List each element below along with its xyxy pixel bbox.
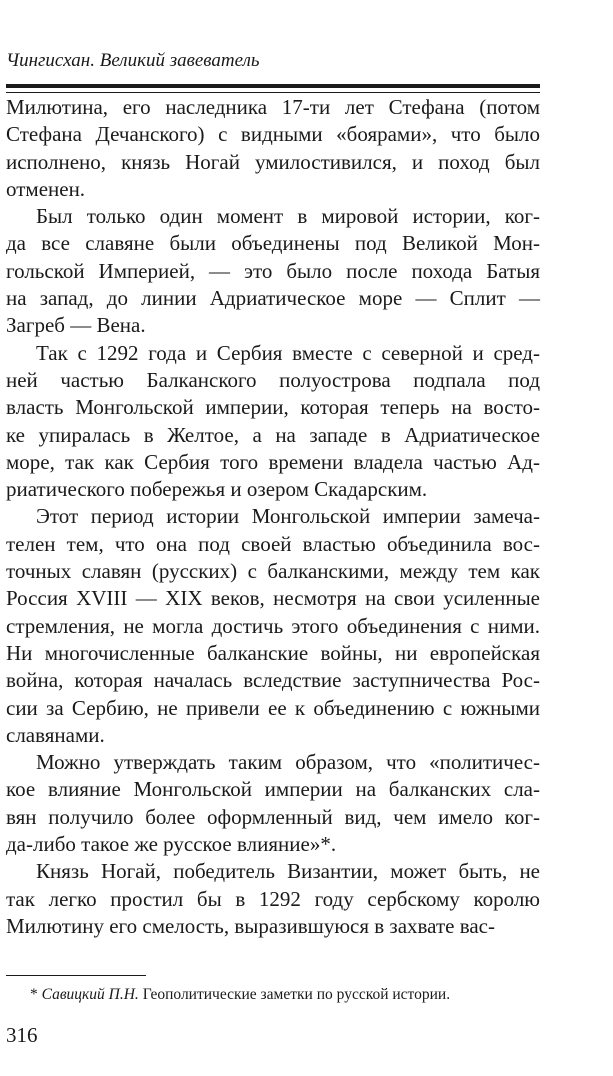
footnote-rule: [6, 975, 146, 976]
header-rule-thin: [6, 92, 540, 93]
page-number: 316: [6, 1023, 38, 1047]
text-line: война, которая началась вследствие заступничества Рос-: [6, 668, 540, 693]
header-rule-thick: [6, 84, 540, 88]
text-line: Стефана Дечанского) с видными «боярами», что было: [6, 122, 540, 147]
text-line: Ни многочисленные балканские войны, ни европейская: [6, 640, 540, 665]
text-line: ней частью Балканского полуострова подпала под: [6, 367, 540, 392]
text-line: да все славяне были объединены под Великой Мон-: [6, 231, 540, 256]
text-line: исполнено, князь Ногай умилостивился, и поход был: [6, 149, 540, 174]
text-line: Милютину его смелость, выразившуюся в захвате вас-: [6, 913, 495, 938]
footnote-marker: *: [30, 986, 38, 1003]
text-line: гольской Империей, — это было после похода Батыя: [6, 258, 540, 283]
text-line: Загреб — Вена.: [6, 313, 146, 338]
text-line: Князь Ногай, победитель Византии, может быть, не: [36, 859, 540, 884]
text-line: Этот период истории Монгольской империи замеча-: [36, 504, 540, 529]
text-line: море, так как Сербия того времени владела частью Ад-: [6, 449, 540, 474]
footnote: [30, 985, 450, 1005]
paragraph: [6, 340, 540, 504]
text-line: власть Монгольской империи, которая теперь на восто-: [6, 395, 540, 420]
text-line: отменен.: [6, 176, 86, 201]
text-line: Так с 1292 года и Сербия вместе с северной и сред-: [36, 340, 540, 365]
text-line: телен тем, что она под своей властью объединила вос-: [6, 531, 540, 556]
text-line: так легко простил бы в 1292 году сербскому королю: [6, 886, 540, 911]
text-line: сии за Сербию, не привели ее к объединению с южными: [6, 695, 540, 720]
text-line: кое влияние Монгольской империи на балканских сла-: [6, 777, 540, 802]
text-line: Был только один момент в мировой истории, ког-: [36, 204, 540, 229]
text-line: да-либо такое же русское влияние»*.: [6, 832, 337, 857]
paragraph: [6, 503, 540, 749]
text-line: точных славян (русских) с балканскими, между тем как: [6, 559, 540, 584]
body-text: [6, 94, 540, 940]
text-line: славянами.: [6, 722, 105, 747]
paragraph: [6, 858, 540, 940]
text-line: вян получило более оформленный вид, чем имело ког-: [6, 804, 540, 829]
text-line: на запад, до линии Адриатическое море — Сплит —: [6, 286, 540, 311]
text-line: ке упиралась в Желтое, а на западе в Адриатическое: [6, 422, 540, 447]
text-line: Можно утверждать таким образом, что «политичес-: [36, 750, 540, 775]
text-line: Россия XVIII — XIX веков, несмотря на свои усиленные: [6, 586, 540, 611]
text-line: Милютина, его наследника 17-ти лет Стефана (потом: [6, 95, 540, 119]
paragraph: [6, 94, 540, 203]
footnote-text: Геополитические заметки по русской истории.: [142, 986, 451, 1003]
text-line: риатического побережья и озером Скадарским.: [6, 477, 428, 502]
paragraph: [6, 203, 540, 339]
footnote-author: Савицкий П.Н.: [41, 986, 139, 1003]
paragraph: [6, 749, 540, 858]
text-line: стремления, не могла достичь этого объединения с ними.: [6, 613, 540, 638]
running-head: Чингисхан. Великий завеватель: [6, 50, 260, 71]
